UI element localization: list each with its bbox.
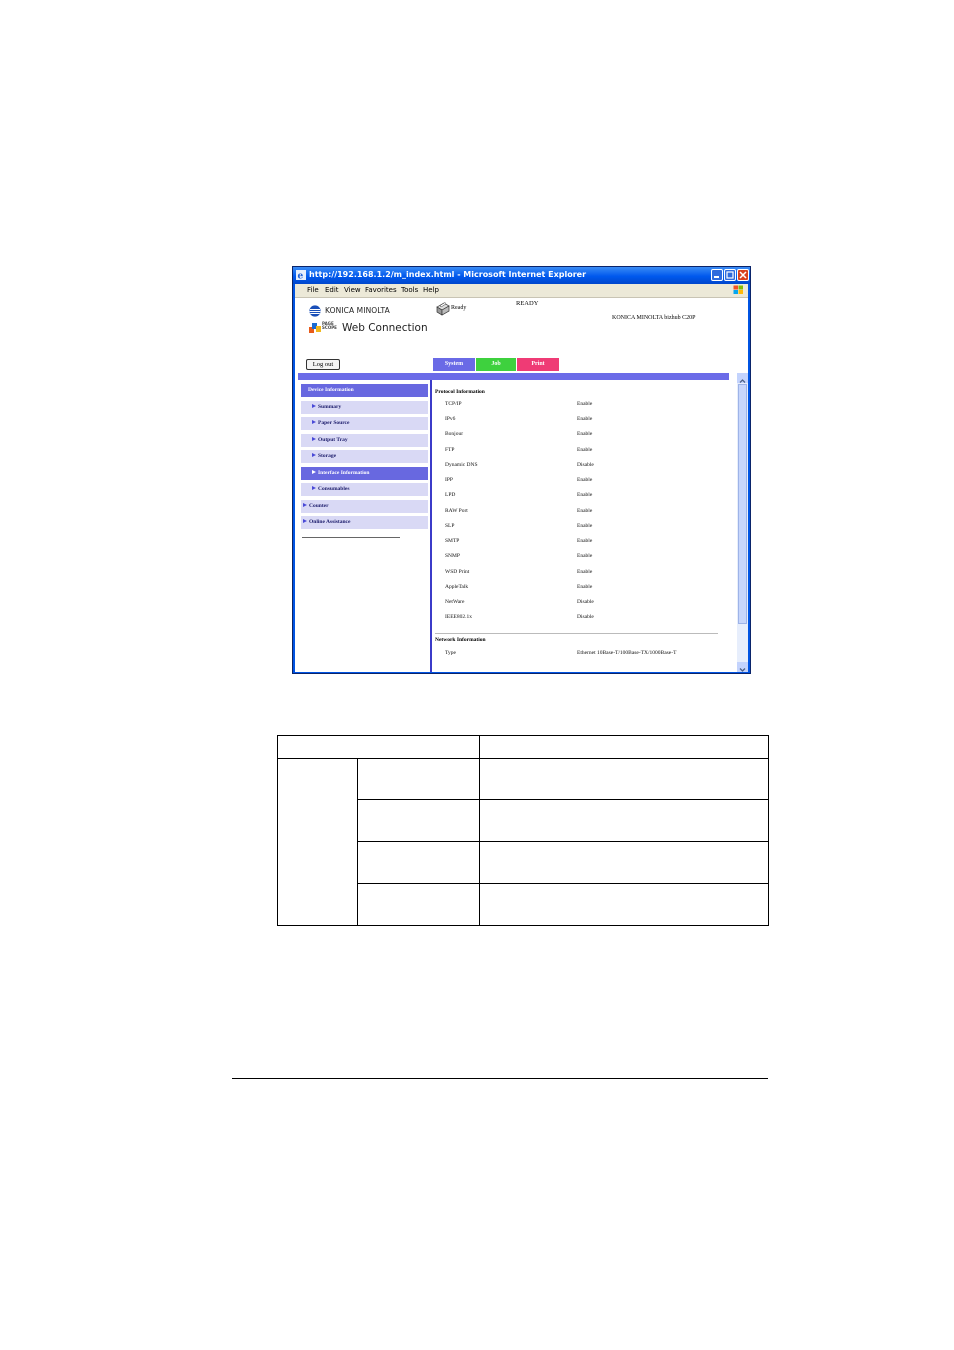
protocol-row — [445, 401, 735, 411]
tab-print[interactable]: Print — [517, 358, 559, 371]
protocol-value: Disable — [577, 599, 594, 605]
scroll-up-button[interactable] — [737, 373, 748, 383]
maximize-button[interactable] — [724, 269, 736, 281]
table-header-rule — [277, 758, 769, 759]
protocol-value: Enable — [577, 416, 593, 422]
protocol-row — [445, 569, 735, 579]
nav-label: Device Information — [308, 387, 354, 393]
web-connection-title: Web Connection — [342, 322, 428, 334]
nav-online-assistance[interactable] — [301, 516, 428, 529]
content-panel — [432, 380, 736, 672]
nav-interface-information[interactable] — [301, 467, 428, 480]
protocol-value: Enable — [577, 584, 593, 590]
caret-right-icon — [312, 470, 316, 474]
protocol-name: IPv6 — [445, 416, 456, 422]
network-type-value: Ethernet 10Base-T/100Base-TX/1000Base-T — [577, 650, 677, 656]
windows-logo-icon — [733, 285, 744, 295]
caret-right-icon — [312, 420, 316, 424]
nav-paper-source[interactable] — [301, 417, 428, 430]
caret-right-icon — [303, 519, 307, 523]
protocol-row — [445, 614, 735, 624]
maximize-icon — [726, 271, 734, 279]
protocol-row — [445, 416, 735, 426]
protocol-row — [445, 523, 735, 533]
close-icon — [739, 271, 747, 279]
header-divider-bar — [298, 373, 729, 380]
window-title: http://192.168.1.2/m_index.html - Microsoft Internet Explorer — [309, 270, 587, 279]
nav-label: Online Assistance — [309, 519, 351, 525]
device-model: KONICA MINOLTA bizhub C20P — [612, 315, 696, 321]
scroll-down-button[interactable] — [737, 662, 748, 672]
table-border-left — [277, 735, 278, 926]
table-row-rule — [357, 883, 769, 884]
printer-icon — [434, 301, 451, 317]
protocol-value: Enable — [577, 492, 593, 498]
tab-job[interactable]: Job — [476, 358, 516, 371]
nav-storage[interactable] — [301, 450, 428, 463]
table-border-right — [768, 735, 769, 926]
protocol-name: AppleTalk — [445, 584, 469, 590]
menu-help[interactable]: Help — [423, 286, 439, 294]
table-row-rule — [357, 799, 769, 800]
menu-tools[interactable]: Tools — [401, 286, 419, 294]
nav-counter[interactable] — [301, 500, 428, 513]
minimize-icon — [713, 271, 721, 279]
menu-file[interactable]: File — [307, 286, 319, 294]
status-icon-label: Ready — [451, 305, 467, 311]
protocol-row — [445, 584, 735, 594]
menu-edit[interactable]: Edit — [325, 286, 339, 294]
protocol-value: Enable — [577, 447, 593, 453]
protocol-value: Enable — [577, 401, 593, 407]
page-viewport — [295, 298, 748, 672]
nav-label: Output Tray — [318, 437, 348, 443]
nav-device-information[interactable] — [301, 384, 428, 397]
menu-bar — [295, 284, 748, 298]
tab-system[interactable]: System — [433, 358, 475, 371]
nav-label: Interface Information — [318, 470, 370, 476]
protocol-name: FTP — [445, 447, 455, 453]
page-footer-rule — [232, 1078, 768, 1079]
protocol-value: Disable — [577, 462, 594, 468]
protocol-value: Disable — [577, 614, 594, 620]
pagescope-text: PAGE SCOPE — [322, 321, 337, 330]
protocol-name: LPD — [445, 492, 456, 498]
protocol-value: Enable — [577, 538, 593, 544]
chevron-down-icon — [737, 665, 748, 672]
table-row-rule — [357, 841, 769, 842]
left-navigation — [295, 380, 432, 672]
table-border-bottom — [277, 925, 769, 926]
protocol-row — [445, 447, 735, 457]
konica-minolta-globe-logo — [309, 305, 321, 317]
protocol-name: IPP — [445, 477, 453, 483]
protocol-row — [445, 553, 735, 563]
protocol-name: Bonjour — [445, 431, 464, 437]
svg-text:e: e — [297, 271, 304, 280]
title-bar[interactable] — [293, 267, 750, 284]
nav-separator — [302, 537, 400, 538]
protocol-name: RAW Port — [445, 508, 468, 514]
nav-label: Counter — [309, 503, 329, 509]
protocol-value: Enable — [577, 553, 593, 559]
browser-window — [292, 266, 751, 674]
vertical-scrollbar[interactable] — [737, 373, 748, 672]
protocol-value: Enable — [577, 477, 593, 483]
nav-summary[interactable] — [301, 401, 428, 414]
protocol-row — [445, 431, 735, 441]
close-button[interactable] — [737, 269, 749, 281]
network-information-title: Network Information — [435, 637, 486, 643]
protocol-row — [445, 508, 735, 518]
caret-right-icon — [312, 486, 316, 490]
section-divider — [435, 633, 718, 634]
protocol-name: WSD Print — [445, 569, 470, 575]
protocol-value: Enable — [577, 508, 593, 514]
protocol-row — [445, 599, 735, 609]
protocol-row — [445, 477, 735, 487]
logout-button[interactable]: Log out — [306, 359, 340, 370]
nav-label: Summary — [318, 404, 342, 410]
protocol-row — [445, 462, 735, 472]
nav-output-tray[interactable] — [301, 434, 428, 447]
brand-name: KONICA MINOLTA — [325, 306, 390, 315]
table-column-rule — [479, 735, 480, 926]
nav-label: Storage — [318, 453, 337, 459]
network-type-row — [445, 650, 735, 660]
protocol-information-title: Protocol Information — [435, 389, 485, 395]
menu-view[interactable]: View — [344, 286, 361, 294]
protocol-name: SMTP — [445, 538, 460, 544]
table-column-rule — [357, 759, 358, 926]
caret-right-icon — [312, 437, 316, 441]
pagescope-logo — [309, 322, 321, 333]
protocol-row — [445, 538, 735, 548]
protocol-value: Enable — [577, 523, 593, 529]
protocol-value: Enable — [577, 431, 593, 437]
internet-explorer-icon — [296, 270, 306, 280]
protocol-name: SNMP — [445, 553, 460, 559]
protocol-row — [445, 492, 735, 502]
nav-label: Consumables — [318, 486, 350, 492]
protocol-value: Enable — [577, 569, 593, 575]
description-table — [277, 735, 769, 926]
scroll-thumb[interactable] — [738, 384, 747, 624]
network-type-label: Type — [445, 650, 456, 656]
minimize-button[interactable] — [711, 269, 723, 281]
caret-right-icon — [312, 404, 316, 408]
protocol-name: TCP/IP — [445, 401, 462, 407]
protocol-name: NetWare — [445, 599, 465, 605]
nav-label: Paper Source — [318, 420, 350, 426]
protocol-name: Dynamic DNS — [445, 462, 478, 468]
caret-right-icon — [312, 453, 316, 457]
protocol-name: SLP — [445, 523, 455, 529]
nav-consumables[interactable] — [301, 483, 428, 496]
protocol-name: IEEE802.1x — [445, 614, 473, 620]
caret-right-icon — [303, 503, 307, 507]
menu-favorites[interactable]: Favorites — [365, 286, 397, 294]
device-status-text: READY — [516, 300, 539, 307]
table-border-top — [277, 735, 769, 736]
